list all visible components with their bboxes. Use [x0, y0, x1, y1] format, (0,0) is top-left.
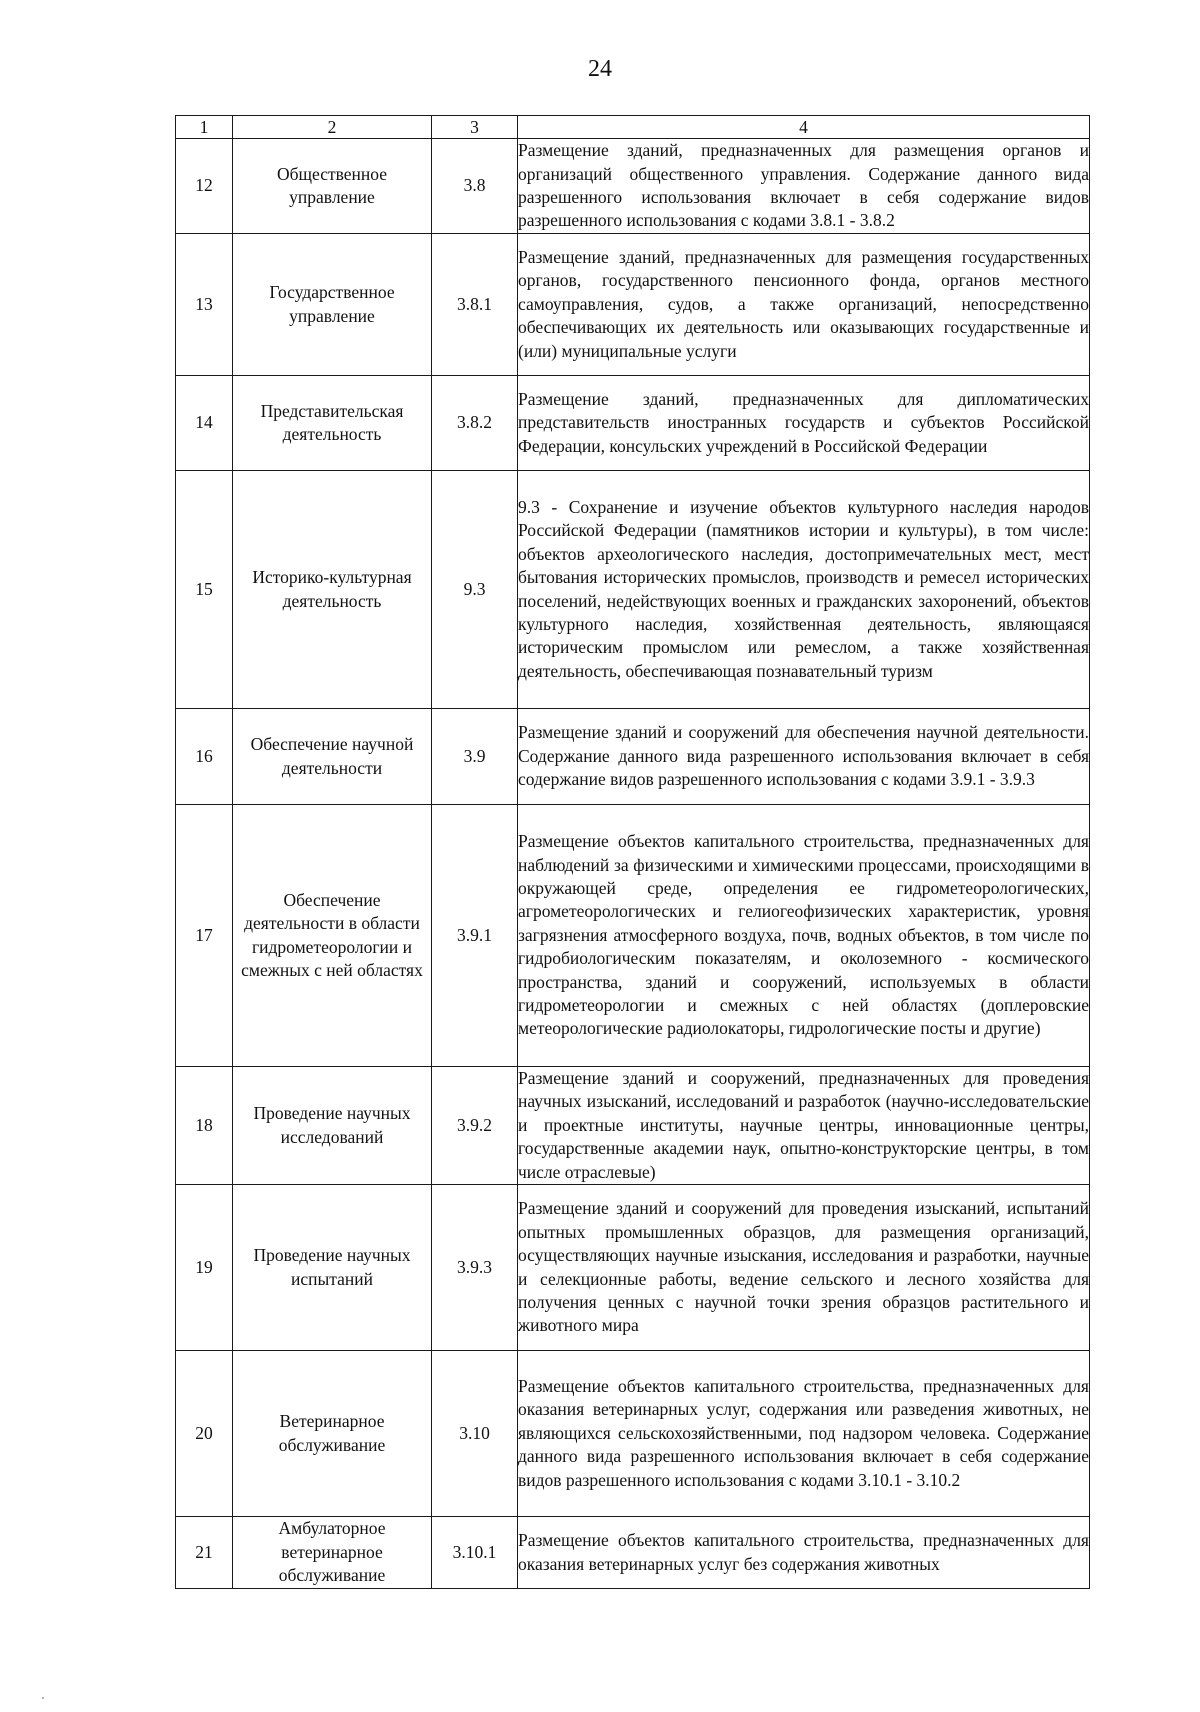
land-use-code: 3.10.1 — [432, 1517, 518, 1589]
land-use-name: Историко-культурная деятельность — [233, 471, 432, 709]
land-use-description: Размещение зданий и сооружений для обеспечения научной деятельности. Содержание данного вида разрешенного использования включает в себя содержание видов разрешенного использования с кодами 3.9.1 - 3.9.3 — [518, 709, 1090, 805]
land-use-code: 3.8.1 — [432, 234, 518, 376]
land-use-name: Обеспечение деятельности в области гидрометеорологии и смежных с ней областях — [233, 805, 432, 1067]
land-use-description: Размещение зданий, предназначенных для размещения государственных органов, государственного пенсионного фонда, органов местного самоуправления, судов, а также организаций, непосредственно обеспечивающих их деятельность или оказывающих государственные и (или) муниципальные услуги — [518, 234, 1090, 376]
land-use-description: Размещение зданий, предназначенных для дипломатических представительств иностранных государств и субъектов Российской Федерации, консульских учреждений в Российской Федерации — [518, 376, 1090, 471]
table-row — [176, 139, 1090, 234]
land-use-code: 3.9 — [432, 709, 518, 805]
land-use-name: Проведение научных исследований — [233, 1067, 432, 1185]
land-use-code: 3.9.2 — [432, 1067, 518, 1185]
land-use-name: Проведение научных испытаний — [233, 1185, 432, 1351]
land-use-description: Размещение зданий и сооружений для проведения изысканий, испытаний опытных промышленных образцов, для размещения организаций, осуществляющих научные изыскания, исследования и разработки, научные и селекционные работы, ведение сельского и лесного хозяйства для получения ценных с научной точки зрения образцов растительного и животного мира — [518, 1185, 1090, 1351]
land-use-name: Ветеринарное обслуживание — [233, 1351, 432, 1517]
row-number: 16 — [176, 709, 233, 805]
table-row — [176, 1067, 1090, 1185]
land-use-name: Государственное управление — [233, 234, 432, 376]
row-number: 13 — [176, 234, 233, 376]
land-use-name: Общественное управление — [233, 139, 432, 234]
table-row — [176, 471, 1090, 709]
header-col-3: 3 — [432, 116, 518, 139]
land-use-table — [175, 115, 1090, 1589]
land-use-name: Амбулаторное ветеринарное обслуживание — [233, 1517, 432, 1589]
land-use-description: Размещение зданий, предназначенных для размещения органов и организаций общественного управления. Содержание данного вида разрешенного использования включает в себя содержание видов разрешенного использования с кодами 3.8.1 - 3.8.2 — [518, 139, 1090, 234]
land-use-name: Представительская деятельность — [233, 376, 432, 471]
table-row — [176, 709, 1090, 805]
land-use-description: 9.3 - Сохранение и изучение объектов культурного наследия народов Российской Федерации (памятников истории и культуры), в том числе: объектов археологического наследия, достопримечательных мест, мест бытования исторических промыслов, производств и ремесел исторических поселений, недействующих военных и гражданских захоронений, объектов культурного наследия, хозяйственная деятельность, являющаяся историческим промыслом или ремеслом, а также хозяйственная деятельность, обеспечивающая познавательный туризм — [518, 471, 1090, 709]
land-use-description: Размещение объектов капитального строительства, предназначенных для оказания ветеринарных услуг без содержания животных — [518, 1517, 1090, 1589]
land-use-description: Размещение зданий и сооружений, предназначенных для проведения научных изысканий, исследований и разработок (научно-исследовательские и проектные институты, научные центры, инновационные центры, государственные академии наук, опытно-конструкторские центры, в том числе отраслевые) — [518, 1067, 1090, 1185]
header-col-4: 4 — [518, 116, 1090, 139]
table-row — [176, 1517, 1090, 1589]
row-number: 14 — [176, 376, 233, 471]
header-row — [176, 116, 1090, 139]
header-col-1: 1 — [176, 116, 233, 139]
table-row — [176, 234, 1090, 376]
table-row — [176, 1351, 1090, 1517]
land-use-code: 3.9.3 — [432, 1185, 518, 1351]
land-use-code: 3.10 — [432, 1351, 518, 1517]
header-col-2: 2 — [233, 116, 432, 139]
table-row — [176, 805, 1090, 1067]
row-number: 21 — [176, 1517, 233, 1589]
table-row — [176, 1185, 1090, 1351]
row-number: 12 — [176, 139, 233, 234]
row-number: 19 — [176, 1185, 233, 1351]
page-number: 24 — [588, 56, 612, 82]
land-use-description: Размещение объектов капитального строительства, предназначенных для оказания ветеринарных услуг, содержания или разведения животных, не являющихся сельскохозяйственными, под надзором человека. Содержание данного вида разрешенного использования включает в себя содержание видов разрешенного использования с кодами 3.10.1 - 3.10.2 — [518, 1351, 1090, 1517]
land-use-code: 3.8 — [432, 139, 518, 234]
land-use-code: 3.9.1 — [432, 805, 518, 1067]
row-number: 15 — [176, 471, 233, 709]
row-number: 20 — [176, 1351, 233, 1517]
row-number: 17 — [176, 805, 233, 1067]
scan-speck — [42, 1697, 44, 1699]
row-number: 18 — [176, 1067, 233, 1185]
land-use-name: Обеспечение научной деятельности — [233, 709, 432, 805]
land-use-code: 9.3 — [432, 471, 518, 709]
land-use-description: Размещение объектов капитального строительства, предназначенных для наблюдений за физическими и химическими процессами, происходящими в окружающей среде, определения ее гидрометеорологических, агрометеорологических и гелиогеофизических характеристик, уровня загрязнения атмосферного воздуха, почв, водных объектов, в том числе по гидробиологическим показателям, и околоземного - космического пространства, зданий и сооружений, используемых в области гидрометеорологии и смежных с ней областях (доплеровские метеорологические радиолокаторы, гидрологические посты и другие) — [518, 805, 1090, 1067]
table-row — [176, 376, 1090, 471]
land-use-code: 3.8.2 — [432, 376, 518, 471]
